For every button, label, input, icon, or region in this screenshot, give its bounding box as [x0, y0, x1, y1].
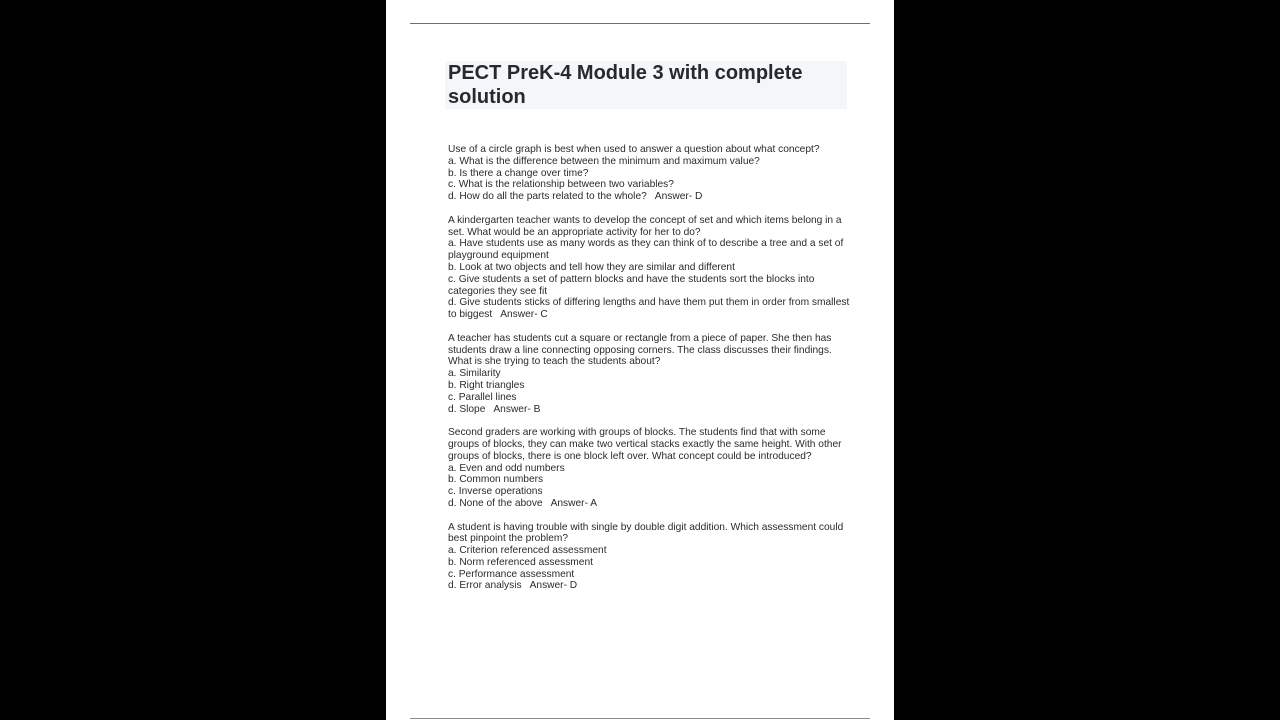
- question-text: A kindergarten teacher wants to develop the concept of set and which items belong in a set. What would be an appropriate activity for her to do?: [448, 214, 842, 238]
- answer-label: Answer- A: [550, 497, 598, 509]
- option-b: b. Look at two objects and tell how they are similar and different: [448, 261, 735, 273]
- question-block-3: [448, 333, 850, 416]
- option-d-with-answer: [448, 297, 850, 321]
- option-b: b. Right triangles: [448, 379, 525, 391]
- question-text: A student is having trouble with single by double digit addition. Which assessment could best pinpoint the problem?: [448, 521, 844, 545]
- document-page: [386, 0, 894, 720]
- option-a: a. What is the difference between the minimum and maximum value?: [448, 155, 760, 167]
- bottom-divider: [410, 718, 870, 719]
- option-d-with-answer: [448, 580, 850, 592]
- option-d-with-answer: [448, 191, 850, 203]
- question-list: [448, 144, 850, 604]
- question-block-4: [448, 427, 850, 510]
- option-a: a. Even and odd numbers: [448, 462, 565, 474]
- question-block-5: [448, 522, 850, 593]
- option-c: c. Give students a set of pattern blocks and have the students sort the blocks into categories they see fit: [448, 273, 815, 297]
- answer-label: Answer- D: [654, 191, 703, 203]
- option-c: c. What is the relationship between two variables?: [448, 179, 674, 191]
- question-block-2: [448, 215, 850, 321]
- option-d: d. Slope: [448, 403, 486, 415]
- answer-label: Answer- C: [500, 309, 548, 321]
- option-d: d. None of the above: [448, 497, 543, 509]
- option-c: c. Parallel lines: [448, 391, 517, 403]
- option-a: a. Have students use as many words as they can think of to describe a tree and a set of playground equipment: [448, 238, 844, 262]
- question-text: Use of a circle graph is best when used to answer a question about what concept?: [448, 144, 820, 155]
- option-d-with-answer: [448, 404, 850, 416]
- option-a: a. Similarity: [448, 368, 501, 380]
- option-b: b. Is there a change over time?: [448, 167, 589, 179]
- option-b: b. Norm referenced assessment: [448, 556, 593, 568]
- option-d-with-answer: [448, 498, 850, 510]
- option-d: d. How do all the parts related to the whole?: [448, 191, 647, 203]
- option-a: a. Criterion referenced assessment: [448, 545, 607, 557]
- top-divider: [410, 23, 870, 24]
- question-text: A teacher has students cut a square or rectangle from a piece of paper. She then has students draw a line connecting opposing corners. The class discusses their findings. What is she trying to teach the students about?: [448, 332, 832, 368]
- question-text: Second graders are working with groups of blocks. The students find that with some groups of blocks, they can make two vertical stacks exactly the same height. With other groups of blocks, there is one block left over. What concept could be introduced?: [448, 427, 842, 462]
- question-block-1: [448, 144, 850, 203]
- option-d: d. Give students sticks of differing lengths and have them put them in order from smallest to biggest: [448, 297, 850, 321]
- option-d: d. Error analysis: [448, 580, 522, 592]
- answer-label: Answer- B: [493, 403, 541, 415]
- document-title: PECT PreK-4 Module 3 with complete solution: [448, 62, 803, 108]
- option-b: b. Common numbers: [448, 474, 544, 486]
- answer-label: Answer- D: [529, 580, 578, 592]
- option-c: c. Inverse operations: [448, 486, 543, 498]
- option-c: c. Performance assessment: [448, 568, 575, 580]
